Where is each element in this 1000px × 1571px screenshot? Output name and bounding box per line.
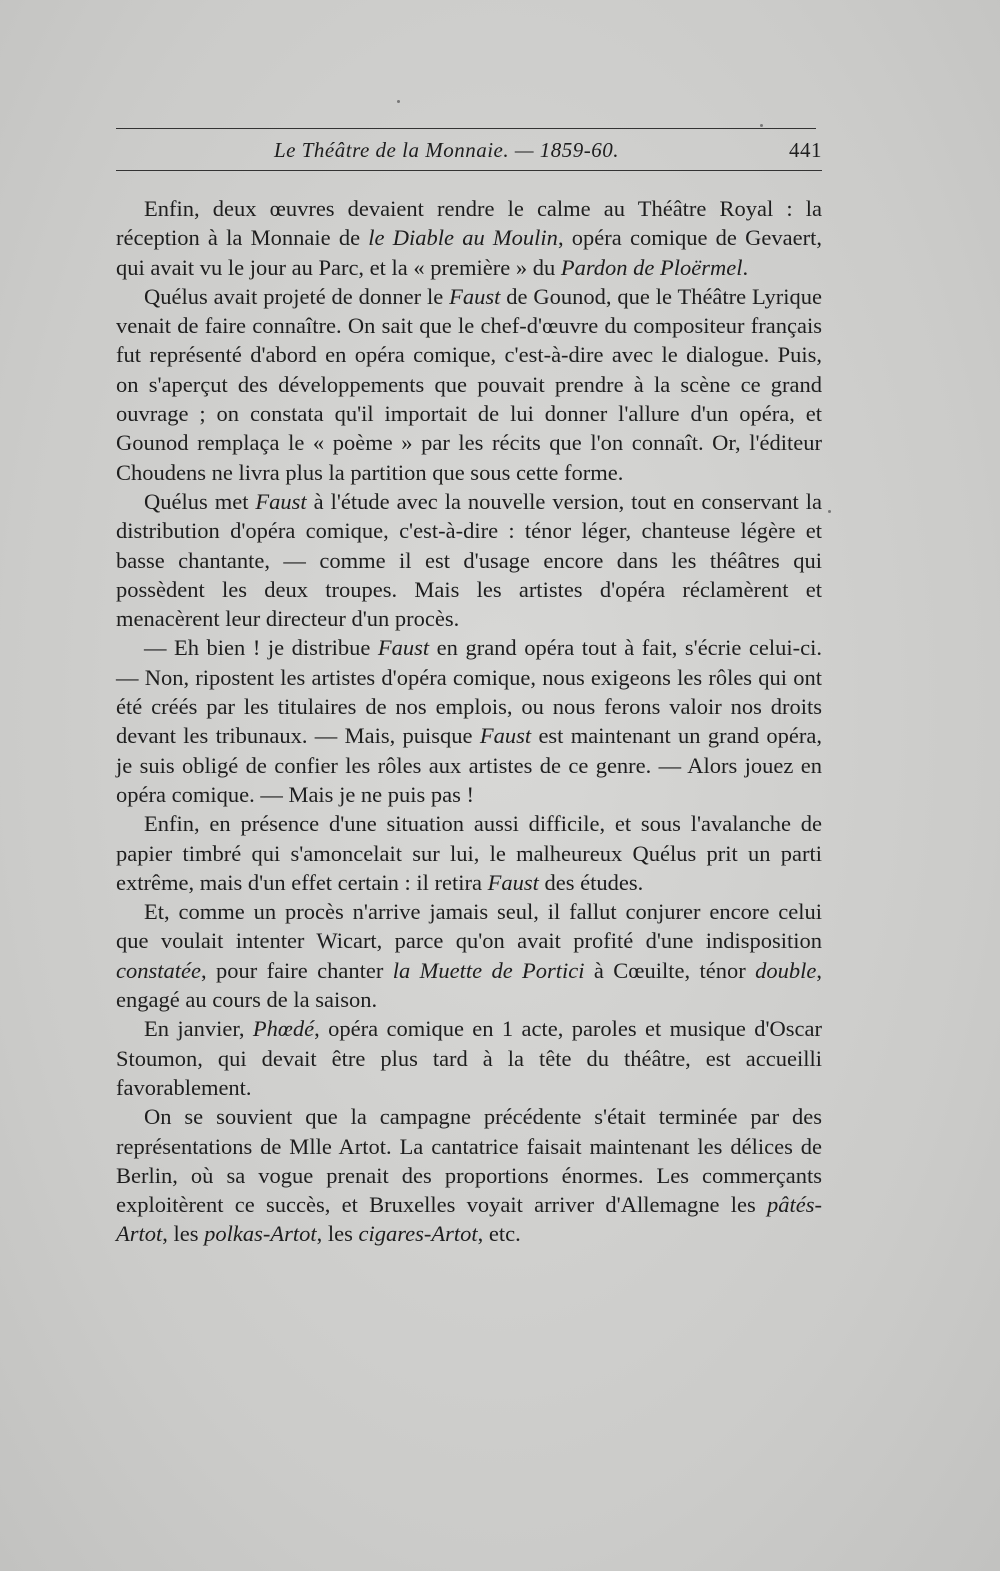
italic-title-text: polkas-Artot (204, 1221, 317, 1247)
header-top-rule (116, 128, 816, 129)
paragraph (116, 633, 822, 809)
paragraph (116, 897, 822, 1014)
italic-title-text: Faust (255, 488, 307, 514)
italic-title-text: double (755, 957, 817, 983)
header-bottom-rule (116, 170, 822, 171)
italic-title-text: Pardon de Ploërmel (560, 254, 743, 280)
paragraph-text: , les (316, 1221, 359, 1247)
paragraph-text: , engagé au cours de la saison. (116, 957, 822, 1013)
paragraph-text: , etc. (477, 1221, 521, 1247)
paper-speck (760, 124, 763, 127)
italic-title-text: le Diable au Moulin (368, 225, 558, 251)
italic-title-text: Faust (449, 283, 501, 309)
paragraph-text: . (742, 254, 749, 280)
body-text (116, 194, 822, 1249)
page-number: 441 (789, 138, 822, 162)
paragraph-text: Quélus met (144, 488, 256, 514)
paragraph-text: On se souvient que la campagne précédente s'était terminée par des représentations de Mlle Artot. La cantatrice faisait maintenant les délices de Berlin, où sa vogue prenait des proportions énormes. Les commerçants exploitèrent ce succès, et Bruxelles voyait arriver d'Allemagne les (116, 1104, 822, 1218)
italic-title-text: pâtés-Artot (116, 1192, 822, 1247)
paragraph (116, 1102, 822, 1248)
paper-speck (828, 510, 831, 513)
paper-speck (397, 100, 400, 103)
paragraph-text: , les (162, 1221, 205, 1247)
paragraph-text: à Cœuilte, ténor (584, 957, 756, 983)
italic-title-text: Faust (377, 635, 430, 661)
paragraph-text: , opéra comique en 1 acte, paroles et musique d'Oscar Stoumon, qui devait être plus tard à la tête du théâtre, est accueilli favorablement. (116, 1016, 822, 1100)
paragraph-text: Et, comme un procès n'arrive jamais seul, il fallut conjurer encore celui que voulait intenter Wicart, parce qu'on avait profité d'une indisposition (116, 899, 822, 954)
running-title: Le Théâtre de la Monnaie. — 1859-60. (274, 138, 620, 162)
italic-title-text: la Muette de Portici (392, 957, 585, 983)
paragraph-text: , opéra comique de Gevaert, qui avait vu le jour au Parc, et la « première » du (116, 225, 822, 280)
paragraph-text: Enfin, en présence d'une situation aussi difficile, et sous l'avalanche de papier timbré qui s'amoncelait sur lui, le malheureux Quélus prit un parti extrême, mais d'un effet certain : il retira (116, 811, 822, 895)
paragraph-text: En janvier, (144, 1016, 253, 1042)
paragraph (116, 1014, 822, 1102)
italic-title-text: Faust (487, 869, 539, 895)
paragraph (116, 487, 822, 633)
italic-title-text: constatée (116, 957, 201, 983)
paragraph-text: à l'étude avec la nouvelle version, tout en conservant la distribution d'opéra comique, c'est-à-dire : ténor léger, chanteuse légère et basse chantante, — comme il est d'usage encore dans les théâtres qui possèdent les deux troupes. Mais les artistes d'opéra réclamèrent et menacèrent leur directeur d'un procès. (116, 488, 822, 632)
running-header (116, 138, 822, 168)
paragraph-text: de Gounod, que le Théâtre Lyrique venait de faire connaître. On sait que le chef-d'œuvre du compositeur français fut représenté d'abord en opéra comique, c'est-à-dire avec le dialogue. Puis, on s'aperçut des développements que pouvait prendre à la scène ce grand ouvrage ; on constata qu'il importait de lui donner l'allure d'un opéra, et Gounod remplaça le « poème » par les récits que l'on connaît. Or, l'éditeur Choudens ne livra plus la partition que sous cette forme. (116, 283, 823, 485)
paragraph-text: — Eh bien ! je distribue (144, 635, 378, 661)
paragraph (116, 809, 822, 897)
paragraph-text: , pour faire chanter (200, 957, 393, 983)
paragraph-text: en grand opéra tout à fait, s'écrie celui-ci. — Non, ripostent les artistes d'opéra comique, nous exigeons les rôles qui ont été créés par les titulaires de nos emplois, ou nous ferons valoir nos droits devant les tribunaux. — Mais, puisque (116, 635, 823, 749)
italic-title-text: Faust (479, 723, 532, 749)
paragraph-text: Quélus avait projeté de donner le (144, 283, 450, 309)
italic-title-text: cigares-Artot (358, 1221, 478, 1247)
paragraph-text: Enfin, deux œuvres devaient rendre le calme au Théâtre Royal : la réception à la Monnaie de (116, 196, 822, 251)
paragraph (116, 282, 822, 487)
paragraph (116, 194, 822, 282)
paragraph-text: est maintenant un grand opéra, je suis obligé de confier les rôles aux artistes de ce genre. — Alors jouez en opéra comique. — Mais je ne puis pas ! (116, 723, 822, 807)
paragraph-text: des études. (538, 869, 644, 895)
italic-title-text: Phœdé (252, 1016, 315, 1042)
